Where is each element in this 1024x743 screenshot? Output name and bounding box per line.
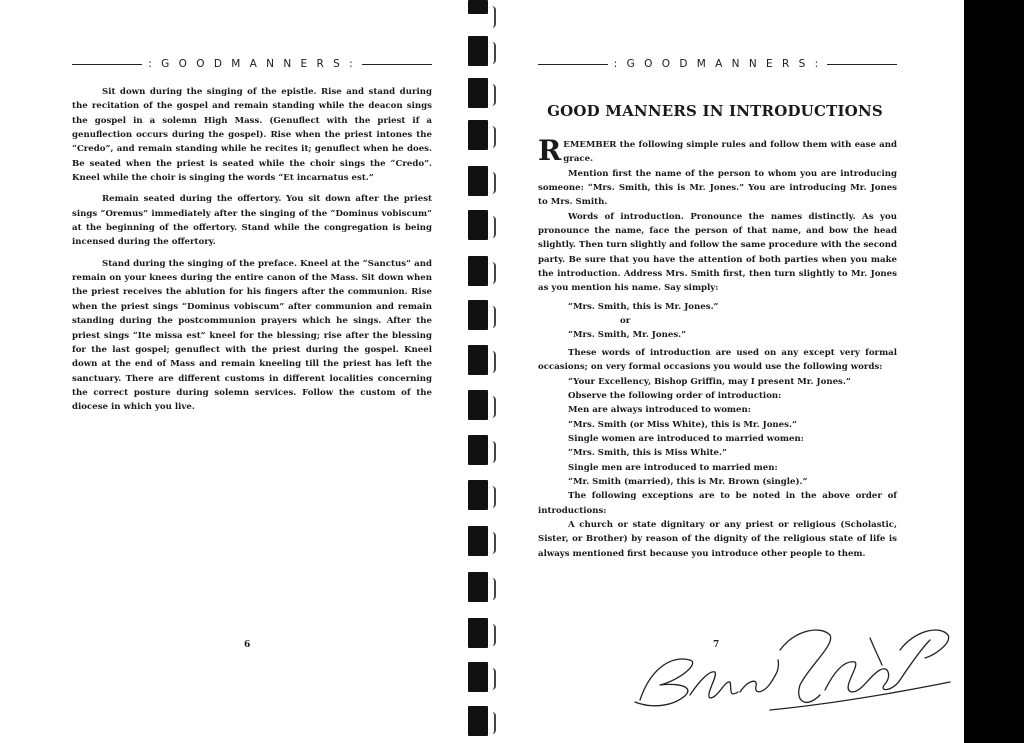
formal-line: Single women are introduced to married women: [568,433,804,444]
binding-ring [468,390,488,420]
paragraph-formal: These words of introduction are used on any except very formal occasions; on very formal occasions you would use the following words: [538,347,897,373]
binding-ring [468,662,488,692]
binding-ring [468,706,488,736]
or-line: or [620,316,631,327]
running-head-text: : G O O D M A N N E R S : [148,58,356,70]
binding-ring [468,480,488,510]
binding-ring [468,300,488,330]
binding-ring [468,618,488,648]
binding-ring [468,526,488,556]
binding-ring [468,435,488,465]
page-title: GOOD MANNERS IN INTRODUCTIONS [547,102,883,120]
binding-ring [468,120,488,150]
binding-ring [468,345,488,375]
running-head-left [72,57,432,71]
formal-line: “Your Excellency, Bishop Griffin, may I present Mr. Jones.” [568,376,851,387]
paragraph-mention: Mention first the name of the person to whom you are introducing someone: “Mrs. Smith, this is Mr. Jones.” You are introducing Mr. Jones to Mrs. Smith. [538,168,897,208]
paragraph-offertory: Remain seated during the offertory. You sit down after the priest sings “Oremus” immediately after the singing of the “Dominus vobiscum” at the beginning of the offertory. Stand while the congregation is being incensed during the offertory. [72,194,432,248]
spiral-binding [462,0,510,743]
paragraph-epistle: Sit down during the singing of the epistle. Rise and stand during the recitation of the gospel and remain standing while the deacon sings the gospel in a solemn High Mass. (Genuflect with the priest if a genuflection occurs during the gospel). Rise when the priest intones the “Credo”, and remain standing while he recites it; genuflect when he does. Be seated when the priest is seated while the choir sings the “Credo”. Kneel while the choir is singing the words “Et incarnatus est.” [72,87,432,184]
paragraph-intro [538,134,897,167]
binding-ring [468,256,488,286]
binding-ring [468,78,488,108]
handwritten-signature [630,610,960,720]
paragraph-preface: Stand during the singing of the preface. Kneel at the “Sanctus” and remain on your knees during the entire canon of the Mass. Sit down when the priest receives the ablution for his fingers after the communion. Rise when the priest sings “Dominus vobiscum” after communion and remain standing during the postcommunion prayers which he sings. After the priest sings “Ite missa est” kneel for the blessing; rise after the blessing for the last gospel; genuflect with the priest during the gospel. Kneel down at the end of Mass and remain kneeling till the priest has left the sanctuary. There are different customs in different localities concerning the correct posture during solemn services. Follow the custom of the diocese in which you live. [72,258,432,413]
running-head-right [538,57,897,71]
right-page-body [538,134,897,561]
binding-ring [468,572,488,602]
formal-line: “Mrs. Smith (or Miss White), this is Mr. Jones.” [568,419,797,430]
formal-line: Observe the following order of introduction: [568,390,782,401]
scan-background-edge [964,0,1024,743]
example-line: “Mrs. Smith, Mr. Jones.” [568,330,687,341]
page-number-left: 6 [244,640,251,650]
drop-cap: R [538,134,562,167]
example-line: “Mrs. Smith, this is Mr. Jones.” [568,301,719,312]
paragraph-exceptions: The following exceptions are to be noted in the above order of introductions: [538,491,897,516]
running-head-text: : G O O D M A N N E R S : [613,58,822,70]
binding-ring [468,36,488,66]
paragraph-church: A church or state dignitary or any priest or religious (Scholastic, Sister, or Brother) by reason of the dignity of the religious state of life is always mentioned first because you introduce other people to them. [538,519,897,559]
formal-line: Men are always introduced to women: [568,405,751,416]
left-page-body [72,85,432,415]
formal-line: “Mrs. Smith, this is Miss White.” [568,448,727,459]
paragraph-words: Words of introduction. Pronounce the names distinctly. As you pronounce the name, face the person of that name, and bow the head slightly. Then turn slightly and follow the same procedure with the second party. Be sure that you have the attention of both parties when you make the introduction. Address Mrs. Smith first, then turn slightly to Mr. Jones as you mention his name. Say simply: [538,211,897,294]
binding-ring [468,0,488,14]
intro-text: EMEMBER the following simple rules and follow them with ease and grace. [563,140,897,165]
binding-ring [468,210,488,240]
formal-line: “Mr. Smith (married), this is Mr. Brown (single).” [568,476,808,487]
formal-line: Single men are introduced to married men: [568,462,778,473]
binding-ring [468,166,488,196]
page-number-right: 7 [713,640,720,650]
